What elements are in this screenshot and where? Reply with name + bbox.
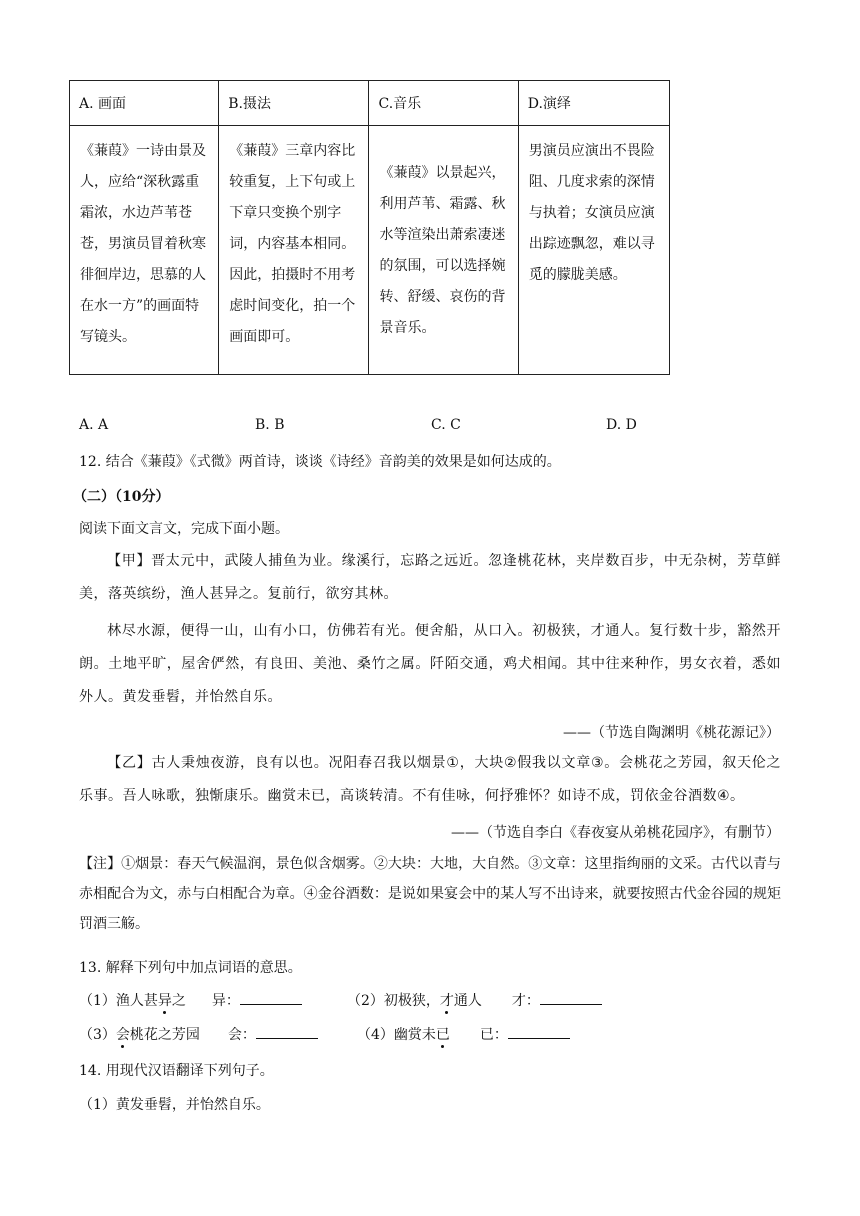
q13-item-4: （4）幽赏未已 已： bbox=[357, 1024, 570, 1044]
option-d-text: 男演员应演出不畏险阻、几度求索的深情与执着；女演员应演出踪迹飘忽，难以寻觅的朦胧美感。 bbox=[518, 126, 669, 375]
dotted-word: 异 bbox=[157, 993, 172, 1009]
question-14-item-1: （1）黄发垂髫，并怡然自乐。 bbox=[79, 1097, 270, 1113]
table-header-row bbox=[70, 81, 670, 126]
answer-choices bbox=[79, 417, 779, 437]
answer-blank[interactable] bbox=[540, 990, 602, 1005]
passage-yi-paragraph bbox=[79, 747, 781, 813]
section-heading: （二）（10分） bbox=[73, 489, 170, 505]
option-c-text: 《蒹葭》以景起兴，利用芦苇、霜露、秋水等渲染出萧索凄迷的氛围，可以选择婉转、舒缓、哀伤的背景音乐。 bbox=[369, 126, 518, 375]
header-cell-a: A. 画面 bbox=[70, 81, 219, 126]
header-cell-b: B.摄法 bbox=[219, 81, 369, 126]
question-14: 14. 用现代汉语翻译下列句子。 bbox=[79, 1063, 274, 1079]
header-cell-c: C.音乐 bbox=[369, 81, 518, 126]
options-table bbox=[69, 80, 670, 375]
answer-blank[interactable] bbox=[508, 1024, 570, 1039]
reading-instruction: 阅读下面文言文，完成下面小题。 bbox=[79, 521, 289, 537]
passage-yi-source: ——（节选自李白《春夜宴从弟桃花园序》，有删节） bbox=[451, 825, 780, 841]
question-12: 12. 结合《蒹葭》《式微》两首诗，谈谈《诗经》音韵美的效果是如何达成的。 bbox=[79, 454, 561, 470]
choice-c: C. C bbox=[431, 417, 461, 433]
passage-yi-text: 【乙】古人秉烛夜游，良有以也。况阳春召我以烟景①，大块②假我以文章③。会桃花之芳园，叙天伦之乐事。吾人咏歌，独惭康乐。幽赏未已，高谈转清。不有佳咏，何抒雅怀？如诗不成，罚依金谷酒数④。 bbox=[79, 755, 781, 804]
dotted-word: 会 bbox=[115, 1027, 130, 1043]
option-b-text: 《蒹葭》三章内容比较重复，上下句或上下章只变换个别字词，内容基本相同。因此，拍摄时不用考虑时间变化，拍一个画面即可。 bbox=[219, 126, 369, 375]
q13-item-1: （1）渔人甚异之 异： bbox=[79, 990, 302, 1010]
passage-jia-p2-text: 林尽水源，便得一山，山有小口，仿佛若有光。便舍船，从口入。初极狭，才通人。复行数十步，豁然开朗。土地平旷，屋舍俨然，有良田、美池、桑竹之属。阡陌交通，鸡犬相闻。其中往来种作，男女衣着，悉如外人。黄发垂髫，并怡然自乐。 bbox=[79, 623, 781, 705]
q13-item-2: （2）初极狭，才通人 才： bbox=[347, 990, 602, 1010]
answer-blank[interactable] bbox=[240, 990, 302, 1005]
passage-jia-paragraph-2 bbox=[79, 615, 781, 714]
passage-jia-paragraph-1 bbox=[79, 545, 781, 611]
passage-jia-p1-text: 【甲】晋太元中，武陵人捕鱼为业。缘溪行，忘路之远近。忽逢桃花林，夹岸数百步，中无杂树，芳草鲜美，落英缤纷，渔人甚异之。复前行，欲穷其林。 bbox=[79, 553, 781, 602]
dotted-word: 才 bbox=[439, 993, 454, 1009]
table-body-row bbox=[70, 126, 670, 375]
header-cell-d: D.演绎 bbox=[518, 81, 669, 126]
question-13: 13. 解释下列句中加点词语的意思。 bbox=[79, 960, 302, 976]
option-a-text: 《蒹葭》一诗由景及人，应给“深秋露重霜浓，水边芦苇苍苍，男演员冒着秋寒徘徊岸边，思慕的人在水一方”的画面特写镜头。 bbox=[70, 126, 219, 375]
passage-jia-source: ——（节选自陶渊明《桃花源记》） bbox=[563, 725, 780, 741]
choice-b: B. B bbox=[255, 417, 285, 433]
answer-blank[interactable] bbox=[256, 1024, 318, 1039]
choice-a: A. A bbox=[79, 417, 109, 433]
annotation-note: 【注】①烟景：春天气候温润，景色似含烟雾。②大块：大地，大自然。③文章：这里指绚丽的文采。古代以青与赤相配合为文，赤与白相配合为章。④金谷酒数：是说如果宴会中的某人写不出诗来，就要按照古代金谷园的规矩罚酒三觞。 bbox=[79, 856, 781, 932]
dotted-word: 已 bbox=[435, 1027, 450, 1043]
q13-item-3: （3）会桃花之芳园 会： bbox=[79, 1024, 318, 1044]
choice-d: D. D bbox=[606, 417, 637, 433]
